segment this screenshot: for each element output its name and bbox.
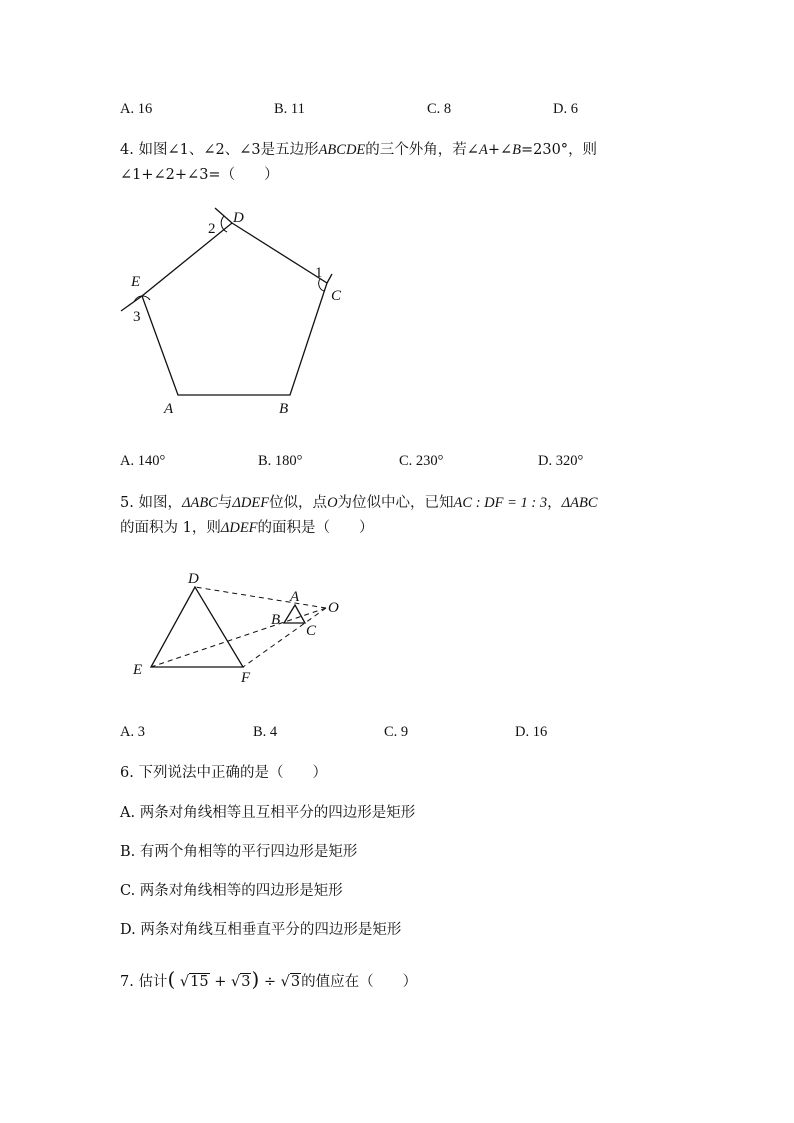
q5-text-e: ， [547, 495, 562, 511]
q5-tri2: ΔDEF [232, 495, 270, 511]
q5-option-c: C. 9 [384, 724, 409, 740]
q4-pentagon-name: ABCDE [318, 142, 366, 158]
q7-sqrt-15: √15 [179, 974, 209, 990]
q7-sqrt-3b: √3 [280, 974, 301, 990]
q7-pre: 估计 [138, 974, 168, 990]
triangle-abc [284, 605, 305, 623]
q4-option-c: C. 230° [399, 453, 444, 469]
q3-option-a: A. 16 [120, 101, 153, 117]
label-d5: D [188, 571, 199, 587]
q7-rparen: ) [251, 967, 260, 991]
label-a: A [164, 401, 174, 417]
q7-lparen: ( [167, 967, 176, 991]
label-d: D [233, 210, 244, 226]
q5-point-o: O [327, 495, 338, 511]
q4-text-c: ，则 [568, 142, 598, 158]
label-1: 1 [315, 265, 323, 281]
q5-text-g: 的面积是（ ） [257, 520, 374, 536]
q5-stem-line2 [120, 516, 374, 537]
q6-stem: 6. 下列说法中正确的是（ ） [120, 765, 327, 781]
q5-tri4: ΔDEF [220, 520, 258, 536]
q3-option-b: B. 11 [274, 101, 305, 117]
label-b: B [279, 401, 289, 417]
extension-ed [215, 208, 232, 223]
label-b5: B [271, 612, 281, 628]
q4-plus: +∠ [487, 142, 513, 158]
q4-angle-a: A [478, 142, 488, 158]
q7-stem [120, 967, 417, 991]
pentagon-shape [142, 223, 327, 395]
q6-option-b: B. 有两个角相等的平行四边形是矩形 [120, 844, 358, 860]
q4-option-b: B. 180° [258, 453, 303, 469]
q5-text-f: 的面积为 1，则 [120, 520, 221, 536]
q5-number: 5. [120, 495, 134, 511]
dash-od [195, 587, 326, 608]
q5-ratio: AC : DF = 1 : 3 [453, 495, 548, 511]
label-e5: E [133, 662, 143, 678]
homothety-figure [125, 565, 355, 690]
q4-option-d: D. 320° [538, 453, 584, 469]
label-o5: O [328, 600, 339, 616]
q4-angle-b: B [512, 142, 521, 158]
dash-oe [151, 608, 326, 667]
q5-text-d: 为位似中心，已知 [337, 495, 454, 511]
q5-stem [120, 491, 598, 512]
label-3: 3 [133, 309, 141, 325]
label-e: E [131, 274, 141, 290]
q5-text-c: 位似，点 [269, 495, 328, 511]
label-a5: A [290, 589, 300, 605]
q7-plus: + [214, 974, 227, 990]
q5-tri1: ΔABC [181, 495, 218, 511]
q4-text-a: 如图∠1、∠2、∠3是五边形 [138, 142, 319, 158]
q6-option-a: A. 两条对角线相等且互相平分的四边形是矩形 [120, 805, 416, 821]
q4-option-a: A. 140° [120, 453, 166, 469]
q5-tri3: ΔABC [561, 495, 598, 511]
label-2: 2 [208, 221, 216, 237]
q4-text-b: 的三个外角，若∠ [365, 142, 479, 158]
q7-sqrt-3a: √3 [230, 974, 251, 990]
q4-stem-line2: ∠1+∠2+∠3=（ ） [120, 167, 279, 183]
q6-option-d: D. 两条对角线互相垂直平分的四边形是矩形 [120, 922, 402, 938]
label-c: C [331, 288, 342, 304]
q4-stem [120, 138, 597, 159]
label-c5: C [306, 623, 317, 639]
label-f5: F [241, 670, 251, 686]
q5-option-a: A. 3 [120, 724, 145, 740]
q5-text-a: 如图， [138, 495, 182, 511]
q7-number: 7. [120, 974, 134, 990]
q5-text-b: 与 [217, 495, 233, 511]
q7-div: ÷ [263, 974, 277, 990]
extension-dc [327, 274, 332, 283]
q3-option-c: C. 8 [427, 101, 452, 117]
q5-option-d: D. 16 [515, 724, 548, 740]
triangle-def [151, 587, 243, 667]
q4-number: 4. [120, 142, 134, 158]
pentagon-figure [110, 200, 370, 425]
q3-option-d: D. 6 [553, 101, 578, 117]
q4-eq-value: =230° [520, 142, 569, 158]
q5-option-b: B. 4 [253, 724, 278, 740]
q7-post: 的值应在（ ） [301, 974, 418, 990]
q6-option-c: C. 两条对角线相等的四边形是矩形 [120, 883, 343, 899]
